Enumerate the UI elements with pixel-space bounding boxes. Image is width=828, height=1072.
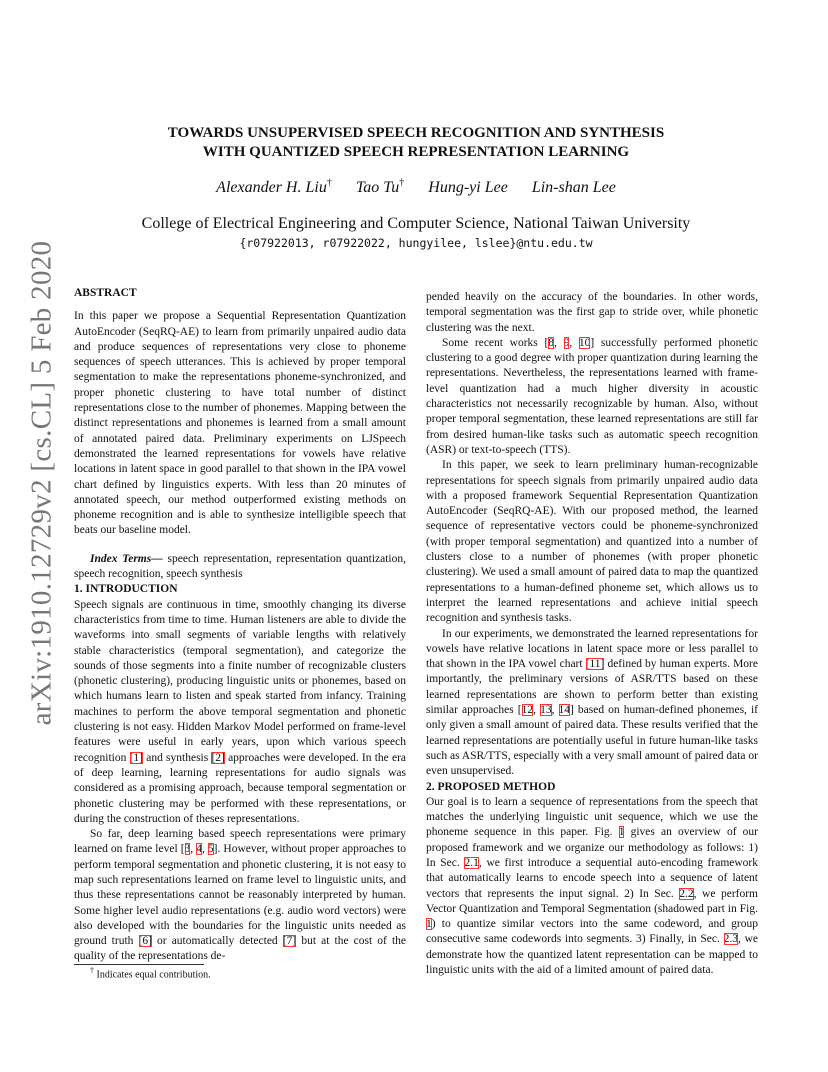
intro-paragraph-1: Speech signals are continuous in time, smoothly changing its diverse characteristics from time to time. Human listeners are able to divide the waveforms into small segments of variable lengths with relatively stable characteristics (temporal segmentation), and categorize the sounds of those segments into a finite number of recognizable clusters (phonetic clustering), producing linguistic units or phonemes, based on which humans learn to listen and speak started from infancy. Training machines to perform the above temporal segmentation and phonetic clustering is not easy. Hidden Markov Model performed on frame-level features were useful in early years, upon which various speech recognition [1] and synthesis [2] approaches were developed. In the era of deep learning, learning representations for audio signals was considered as a promising approach, because temporal segmentation or phonetic clustering may be performed with these representations, or during the construction of theses representations. bbox=[74, 598, 406, 825]
citation-link[interactable]: [2] bbox=[211, 751, 225, 764]
citation-link[interactable]: 3 bbox=[184, 843, 191, 856]
intro-paragraph-4: In this paper, we seek to learn preliminary human-recognizable representations for speech signals from primarily unpaired audio data with a proposed framework Sequential Representation Quantization AutoEncoder (SeqRQ-AE). With our proposed method, the learned sequence of representative vectors could be phoneme-synchronized (with proper temporal segmentation) and quantized into a number of clusters close to a number of phonemes (with proper phonetic clustering). We used a small amount of paired data to map the quantized representations to a human-defined phoneme set, which allows us to interpret the learned representations and achieve initial speech recognition and synthesis tasks. bbox=[426, 459, 758, 625]
citation-link[interactable]: 9 bbox=[563, 336, 570, 349]
section-link[interactable]: 2.3 bbox=[723, 933, 738, 946]
arxiv-stamp: arXiv:1910.12729v2 [cs.CL] 5 Feb 2020 bbox=[25, 240, 58, 726]
abstract-text: In this paper we propose a Sequential Representation Quantization AutoEncoder (SeqRQ-AE) to learn from primarily unpaired audio data and produce sequences of representations very close to phoneme sequences of speech utterances. This is achieved by proper temporal segmentation to make the representations phoneme-synchronized, and proper phonetic clustering to have total number of distinct representations close to the number of phonemes. Mapping between the distinct representations and phonemes is learned from a small amount of annotated paired data. Preliminary experiments on LJSpeech demonstrated the learned representations for vowels have relative locations in latent space in good parallel to that shown in the IPA vowel chart defined by linguistics experts. With less than 20 minutes of annotated speech, our method outperformed existing methods on phoneme recognition and is able to synthesize intelligible speech that beats our baseline model. bbox=[74, 310, 406, 537]
intro-paragraph-3: Some recent works [8, 9, 10] successfully performed phonetic clustering to a good degree with proper quantization during learning the representations. Nevertheless, the representations learned with frame-level quantization had a much higher diversity in acoustic characteristics not necessarily recognizable by human. Also, without proper temporal segmentation, these learned representations are still far from desired human-like tasks such as automatic speech recognition (ASR) or text-to-speech (TTS). bbox=[426, 336, 758, 456]
citation-link[interactable]: [1] bbox=[129, 751, 144, 764]
section-link[interactable]: 2.1 bbox=[464, 856, 479, 869]
citation-link[interactable]: 8 bbox=[548, 336, 555, 349]
proposed-method-heading: 2. PROPOSED METHOD bbox=[426, 780, 556, 793]
author: Hung-yi Lee bbox=[428, 179, 508, 197]
footnote: † Indicates equal contribution. bbox=[90, 966, 211, 981]
index-terms: Index Terms— speech representation, representation quantization, speech recognition, speech synthesis bbox=[74, 552, 407, 581]
citation-link[interactable]: 12 bbox=[521, 704, 534, 717]
introduction-heading: 1. INTRODUCTION bbox=[74, 583, 178, 596]
right-column bbox=[426, 290, 758, 978]
citation-link[interactable]: [7] bbox=[282, 935, 297, 948]
method-paragraph-1: Our goal is to learn a sequence of representations from the speech that matches the underlying linguistic unit sequence, which we use the phoneme sequence in this paper. Fig. 1 gives an overview of our proposed framework and we organize our methodology as follows: 1) In Sec. 2.1, we first introduce a sequential auto-encoding framework that automatically learns to encode speech into a sequence of latent vectors that represents the input signal. 2) In Sec. 2.2, we perform Vector Quantization and Temporal Segmentation (shadowed part in Fig. 1) to quantize similar vectors into the same codeword, and group consecutive same codewords into segments. 3) Finally, in Sec. 2.3, we demonstrate how the quantized latent representation can be mapped to linguistic units with the aid of a limited amount of paired data. bbox=[426, 795, 759, 977]
intro-paragraph-2: So far, deep learning based speech representations were primary learned on frame level [3, 4, 5]. However, without proper approaches to perform temporal segmentation and phonetic clustering, it is not easy to map such representations learned on frame level to linguistic units, and thus these representations cannot be reasonably interpreted by human. Some higher level audio representations (e.g. audio word vectors) were also developed with the boundaries for the linguistic units needed as ground truth [6] or automatically detected [7] but at the cost of the quality of the representations de- bbox=[74, 828, 407, 963]
author: Tao Tu† bbox=[355, 178, 405, 197]
footnote-rule bbox=[74, 964, 204, 965]
citation-link[interactable]: [11] bbox=[585, 658, 605, 671]
citation-link[interactable]: 4 bbox=[196, 843, 202, 856]
paper-title: TOWARDS UNSUPERVISED SPEECH RECOGNITION AND SYNTHESIS WITH QUANTIZED SPEECH REPRESENTATION LEARNING bbox=[167, 125, 665, 160]
author: Alexander H. Liu† bbox=[216, 178, 332, 197]
intro-paragraph-5: In our experiments, we demonstrated the learned representations for vowels have relative locations in latent space more or less parallel to that shown in the IPA vowel chart [11] defined by human experts. More importantly, the preliminary versions of ASR/TTS based on these learned representations are shown to perform better than existing similar approaches [12, 13, 14] based on human-defined phonemes, if only given a small amount of paired data. These results verified that the learned representations are potentially useful in future human-like tasks such as ASR/TTS, especially with a very small amount of paired data or even unsupervised. bbox=[426, 627, 759, 778]
author-emails: {r07922013, r07922022, hungyilee, lslee}@ntu.edu.tw bbox=[239, 236, 593, 250]
author: Lin-shan Lee bbox=[531, 179, 616, 197]
affiliation: College of Electrical Engineering and Computer Science, National Taiwan University bbox=[141, 215, 691, 232]
citation-link[interactable]: [6] bbox=[138, 935, 152, 948]
section-link[interactable]: 2.2 bbox=[679, 887, 694, 900]
left-column bbox=[74, 286, 406, 965]
citation-link[interactable]: 13 bbox=[540, 704, 552, 717]
citation-link[interactable]: 14 bbox=[558, 704, 571, 717]
intro-paragraph-2-continued: pended heavily on the accuracy of the boundaries. In other words, temporal segmentation was the first gap to stride over, while phonetic clustering was the next. bbox=[426, 291, 758, 334]
citation-link[interactable]: 5 bbox=[207, 843, 214, 856]
figure-link[interactable]: 1 bbox=[426, 918, 432, 931]
figure-link[interactable]: 1 bbox=[618, 826, 625, 839]
abstract-heading: ABSTRACT bbox=[74, 287, 137, 299]
citation-link[interactable]: 10 bbox=[578, 336, 591, 349]
author-list bbox=[60, 178, 772, 197]
